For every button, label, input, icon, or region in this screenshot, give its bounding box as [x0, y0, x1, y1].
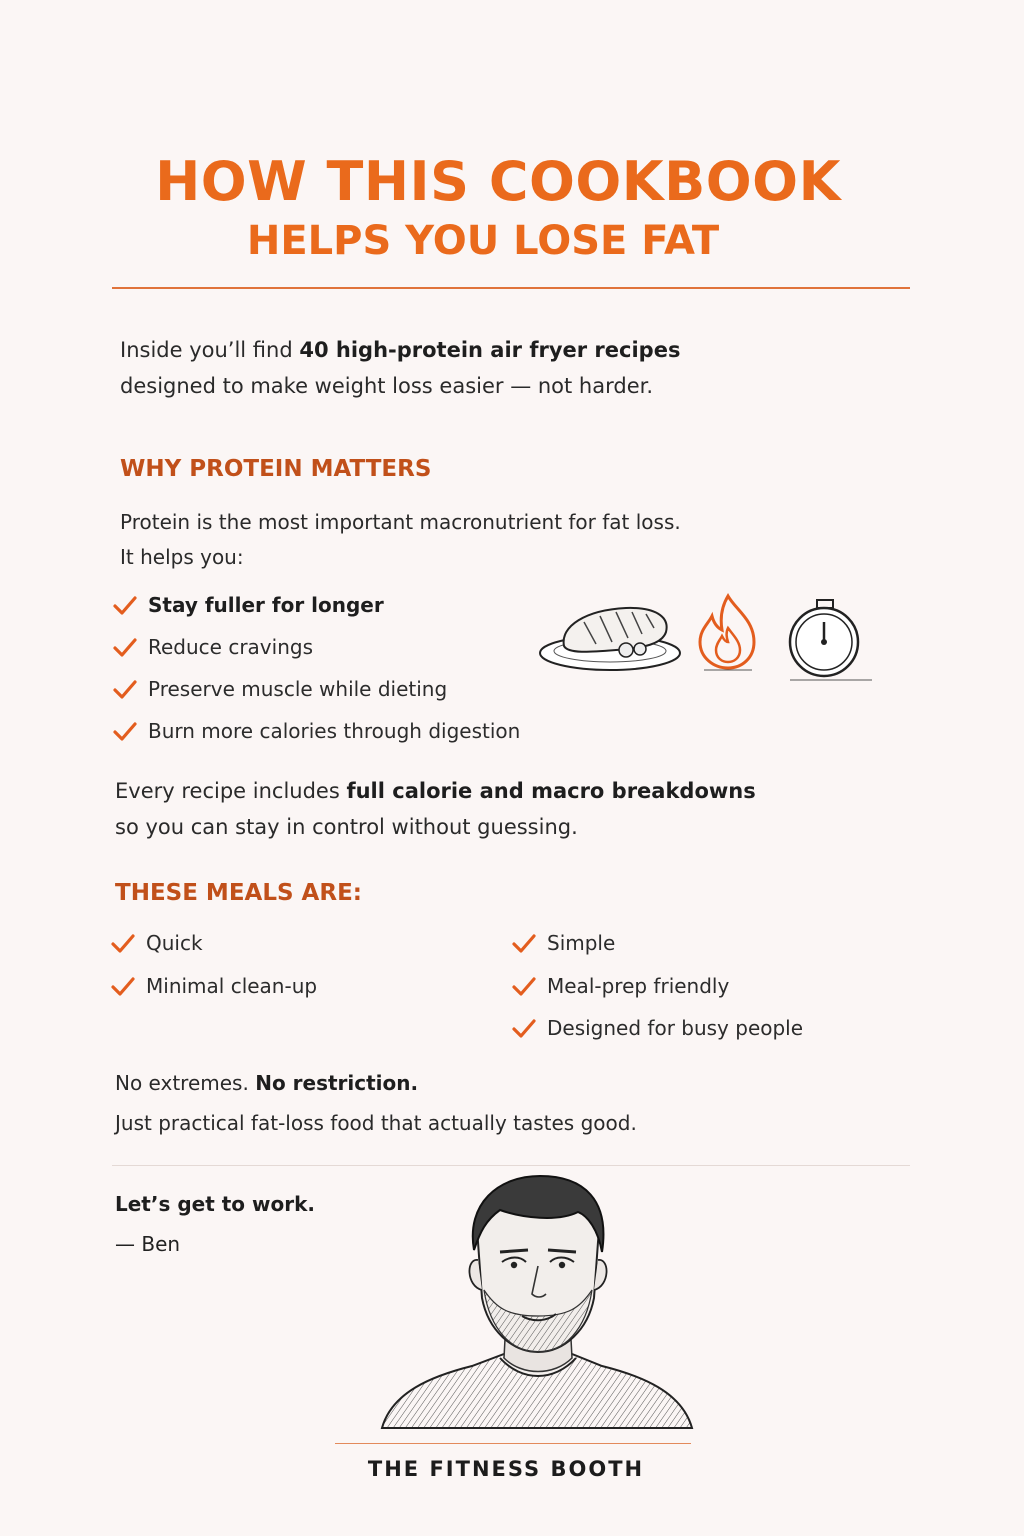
list-item: Simple	[511, 928, 803, 958]
list-item: Minimal clean-up	[110, 971, 317, 1001]
macros-paragraph: Every recipe includes full calorie and macro breakdowns so you can stay in control without guessing.	[115, 779, 756, 839]
meals-left-list	[110, 928, 317, 1001]
check-icon	[110, 975, 136, 997]
footer-divider	[335, 1443, 691, 1444]
signoff: Let’s get to work. — Ben	[115, 1192, 315, 1256]
list-item: Reduce cravings	[112, 632, 520, 662]
protein-heading: WHY PROTEIN MATTERS	[120, 456, 432, 482]
meals-heading: THESE MEALS ARE:	[115, 880, 362, 906]
closing-paragraph: No extremes. No restriction. Just practical fat-loss food that actually tastes good.	[115, 1071, 637, 1135]
check-icon	[112, 678, 138, 700]
list-item: Designed for busy people	[511, 1013, 803, 1043]
check-icon	[511, 932, 537, 954]
check-icon	[112, 594, 138, 616]
flame-icon	[692, 592, 764, 674]
page-subtitle: HELPS YOU LOSE FAT	[246, 218, 720, 264]
page-title: HOW THIS COOKBOOK	[155, 150, 841, 213]
protein-benefits-list	[112, 590, 520, 746]
check-icon	[511, 975, 537, 997]
check-icon	[511, 1017, 537, 1039]
title-divider	[112, 287, 910, 289]
protein-intro: Protein is the most important macronutrient for fat loss. It helps you:	[120, 510, 681, 569]
list-item: Stay fuller for longer	[112, 590, 520, 620]
check-icon	[112, 720, 138, 742]
intro-paragraph: Inside you’ll find 40 high-protein air fryer recipes designed to make weight loss easier — not harder.	[120, 338, 681, 398]
check-icon	[112, 636, 138, 658]
list-item: Quick	[110, 928, 317, 958]
stopwatch-icon	[776, 596, 876, 684]
meals-right-list	[511, 928, 803, 1043]
chicken-plate-icon	[536, 598, 684, 678]
portrait-illustration	[372, 1170, 702, 1432]
brand-footer: THE FITNESS BOOTH	[367, 1457, 645, 1481]
list-item: Preserve muscle while dieting	[112, 674, 520, 704]
check-icon	[110, 932, 136, 954]
list-item: Burn more calories through digestion	[112, 716, 520, 746]
list-item: Meal-prep friendly	[511, 971, 803, 1001]
signoff-divider	[112, 1165, 910, 1166]
